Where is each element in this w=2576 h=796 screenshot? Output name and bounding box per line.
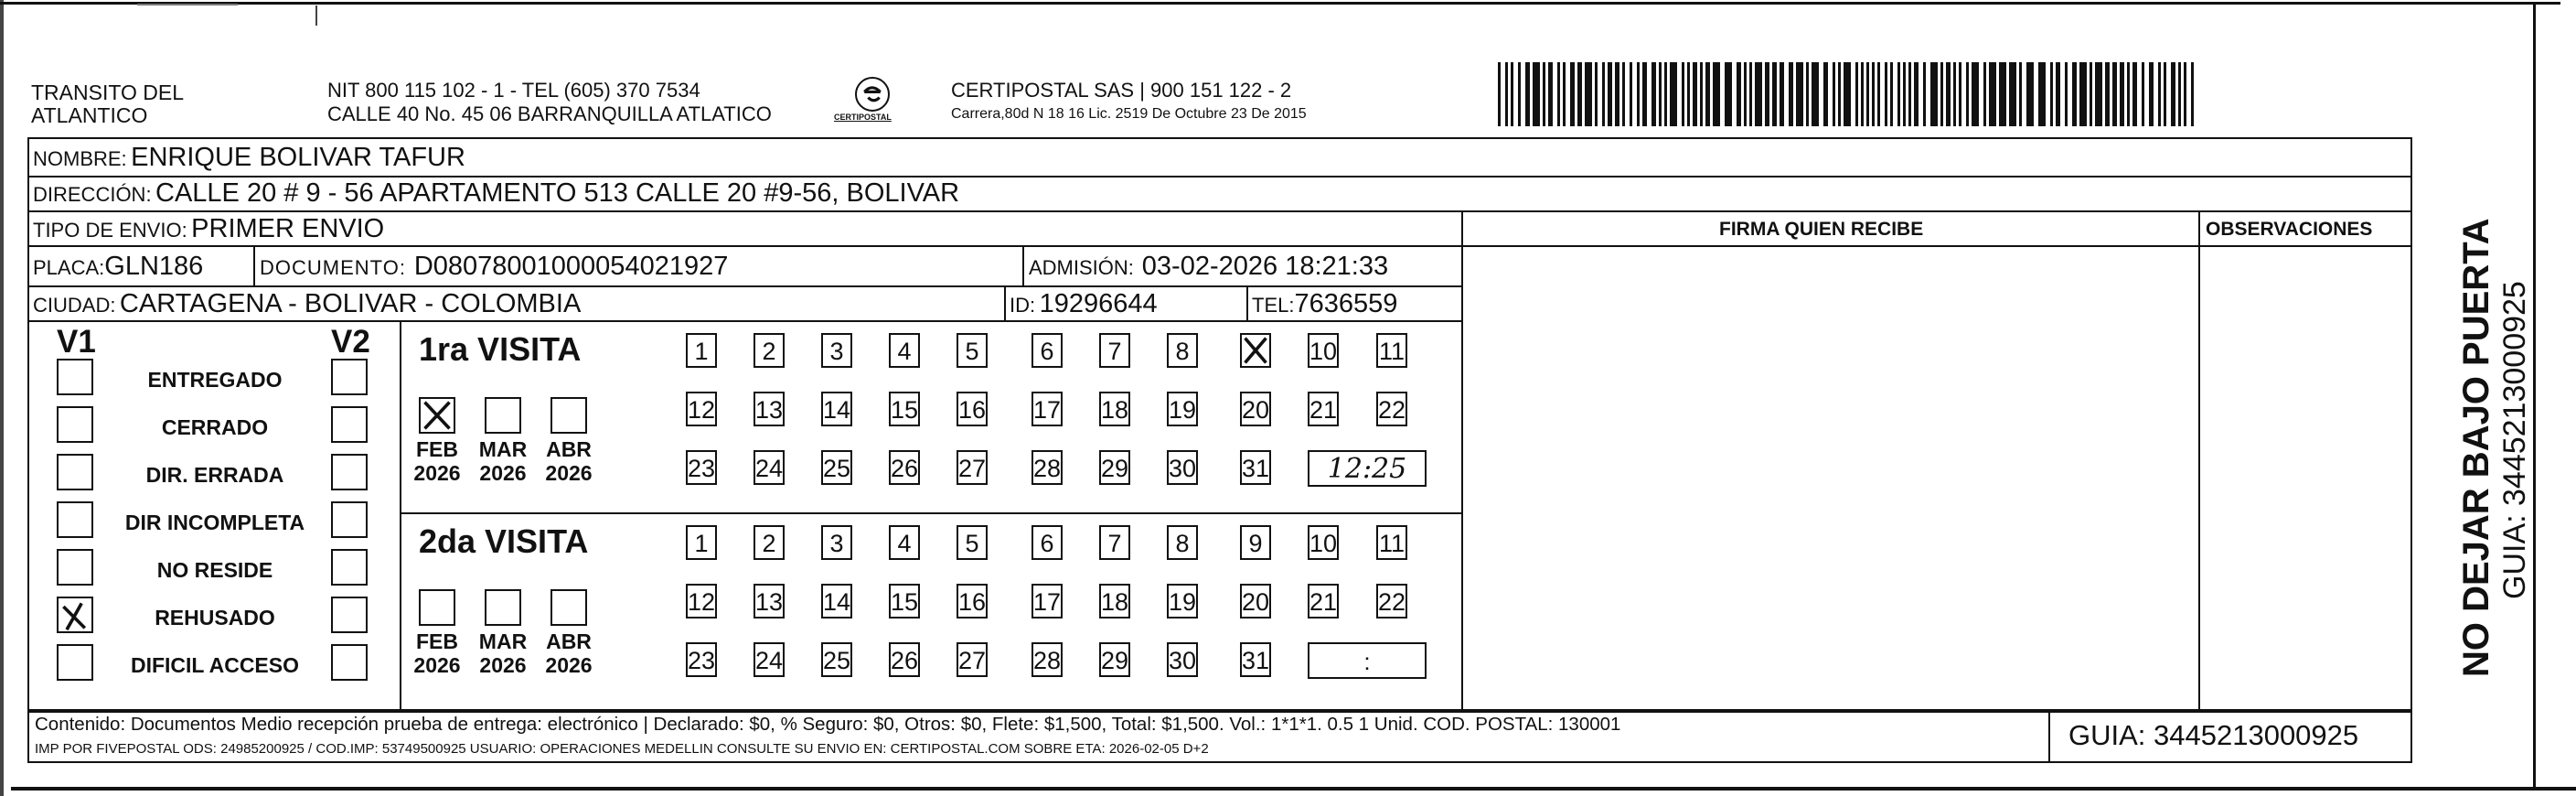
visit2-month-checkbox-feb[interactable] <box>419 589 455 626</box>
admision-field: ADMISIÓN: 03-02-2026 18:21:33 <box>1029 252 1389 281</box>
barcode-bar <box>1602 62 1605 126</box>
barcode-bar <box>1838 62 1841 126</box>
v2-checkbox-4[interactable] <box>331 501 368 538</box>
v2-label: V2 <box>331 324 370 360</box>
barcode-bar <box>1630 62 1632 126</box>
visit2-day-2[interactable]: 2 <box>754 525 785 560</box>
guia-number: GUIA: 3445213000925 <box>2068 719 2359 751</box>
visit1-day-10[interactable]: 10 <box>1308 333 1339 368</box>
visit1-day-24[interactable]: 24 <box>754 450 785 485</box>
visit2-day-18[interactable]: 18 <box>1099 584 1130 619</box>
visit1-month-checkbox-abr[interactable] <box>550 397 587 434</box>
barcode-bar <box>1930 62 1938 126</box>
sender-address: CALLE 40 No. 45 06 BARRANQUILLA ATLATICO <box>327 102 772 125</box>
v1-label: V1 <box>57 324 96 360</box>
barcode-bar <box>1885 62 1887 126</box>
visit2-day-15[interactable]: 15 <box>889 584 920 619</box>
visit2-day-17[interactable]: 17 <box>1031 584 1063 619</box>
visit1-day-18[interactable]: 18 <box>1099 392 1130 426</box>
barcode-bar <box>1637 62 1640 126</box>
barcode-bar <box>1940 62 1943 126</box>
nombre-field: NOMBRE: ENRIQUE BOLIVAR TAFUR <box>33 143 465 172</box>
barcode-bar <box>1844 62 1851 126</box>
certipostal-logo-icon <box>855 77 890 112</box>
visit2-month-checkbox-abr[interactable] <box>550 589 587 626</box>
barcode-bar <box>1608 62 1612 126</box>
tipo-envio-field: TIPO DE ENVIO: PRIMER ENVIO <box>33 214 385 243</box>
visit2-day-3[interactable]: 3 <box>821 525 852 560</box>
visit1-day-8[interactable]: 8 <box>1167 333 1198 368</box>
v1-checkbox-1[interactable] <box>57 359 93 395</box>
visit2-month-label-3: ABR <box>546 629 592 653</box>
barcode-bar <box>1511 62 1513 126</box>
visit2-day-11[interactable]: 11 <box>1376 525 1407 560</box>
barcode-bar <box>1651 62 1656 126</box>
barcode-bar <box>1989 62 1996 126</box>
barcode-bar <box>1749 62 1752 126</box>
barcode-bar <box>1737 62 1741 126</box>
visit1-day-26[interactable]: 26 <box>889 450 920 485</box>
side-guia-text: GUIA: 3445213000925 <box>2497 281 2532 599</box>
barcode-bar <box>1823 62 1828 126</box>
visit1-day-14[interactable]: 14 <box>821 392 852 426</box>
barcode-bar <box>1705 62 1710 126</box>
placa-field: PLACA:GLN186 <box>33 252 204 281</box>
barcode-bar <box>1570 62 1575 126</box>
barcode-bar <box>1903 62 1906 126</box>
sender-name-line1: TRANSITO DEL <box>31 81 184 104</box>
visit1-day-27[interactable]: 27 <box>957 450 988 485</box>
barcode-bar <box>1872 62 1875 126</box>
visit2-day-28[interactable]: 28 <box>1031 642 1063 677</box>
barcode-bar <box>2132 62 2137 126</box>
barcode-bar <box>1789 62 1793 126</box>
documento-field: DOCUMENTO: D08078001000054021927 <box>260 252 729 281</box>
barcode-bar <box>1642 62 1647 126</box>
visit2-day-23[interactable]: 23 <box>686 642 717 677</box>
visit2-day-29[interactable]: 29 <box>1099 642 1130 677</box>
barcode-bar <box>1670 62 1677 126</box>
status-label-5: NO RESIDE <box>156 558 273 582</box>
barcode-bar <box>1855 62 1858 126</box>
visit1-day-6[interactable]: 6 <box>1031 333 1063 368</box>
status-label-3: DIR. ERRADA <box>145 463 284 487</box>
barcode-bar <box>1595 62 1598 126</box>
v2-checkbox-6[interactable] <box>331 597 368 633</box>
barcode-bar <box>1796 62 1803 126</box>
visit2-day-31[interactable]: 31 <box>1240 642 1271 677</box>
barcode-bar <box>1923 62 1926 126</box>
observaciones-label: OBSERVACIONES <box>2206 219 2373 240</box>
courier-name: CERTIPOSTAL SAS | 900 151 122 - 2 <box>951 79 1292 102</box>
visit2-day-21[interactable]: 21 <box>1308 584 1339 619</box>
v1-checkbox-5[interactable] <box>57 549 93 586</box>
barcode-bar <box>1548 62 1553 126</box>
barcode-bar <box>2112 62 2117 126</box>
barcode-bar <box>1946 62 1951 126</box>
visit1-day-16[interactable]: 16 <box>957 392 988 426</box>
barcode-bar <box>1812 62 1819 126</box>
v2-checkbox-3[interactable] <box>331 454 368 490</box>
visit1-month-checkbox-mar[interactable] <box>485 397 521 434</box>
barcode-bar <box>2056 62 2060 126</box>
visit1-day-11[interactable]: 11 <box>1376 333 1407 368</box>
id-field: ID: 19296644 <box>1010 289 1158 318</box>
visit1-day-15[interactable]: 15 <box>889 392 920 426</box>
visit-title-1: 1ra VISITA <box>419 330 582 368</box>
visit1-month-label-1: FEB <box>416 437 458 461</box>
barcode-bar <box>2072 62 2077 126</box>
barcode-bar <box>1833 62 1835 126</box>
barcode-bar <box>2090 62 2092 126</box>
visit2-day-13[interactable]: 13 <box>754 584 785 619</box>
imp-text: IMP POR FIVEPOSTAL ODS: 24985200925 / COD.IMP: 53749500925 USUARIO: OPERACIONES MEDELLIN CONSULTE SU ENVIO EN: CERTIPOSTAL.COM SOBRE ETA: 2026-02-05 D+2 <box>35 741 1209 757</box>
visit2-year-label-3: 2026 <box>545 653 593 677</box>
visit2-day-19[interactable]: 19 <box>1167 584 1198 619</box>
barcode-bar <box>1983 62 1986 126</box>
visit1-day-7[interactable]: 7 <box>1099 333 1130 368</box>
barcode-bar <box>2105 62 2110 126</box>
visit2-day-12[interactable]: 12 <box>686 584 717 619</box>
visit1-time-box[interactable]: 12:25 <box>1308 450 1427 487</box>
visit2-day-22[interactable]: 22 <box>1376 584 1407 619</box>
barcode-bar <box>2171 62 2175 126</box>
visit2-day-30[interactable]: 30 <box>1167 642 1198 677</box>
visit2-day-10[interactable]: 10 <box>1308 525 1339 560</box>
status-label-1: ENTREGADO <box>147 368 283 392</box>
firma-label: FIRMA QUIEN RECIBE <box>1719 219 1924 240</box>
side-guia <box>2499 183 2536 604</box>
visit1-day-28[interactable]: 28 <box>1031 450 1063 485</box>
visit2-day-14[interactable]: 14 <box>821 584 852 619</box>
visit2-day-7[interactable]: 7 <box>1099 525 1130 560</box>
status-label-7: DIFICIL ACCESO <box>130 653 299 677</box>
barcode-bar <box>2050 62 2053 126</box>
visit2-day-24[interactable]: 24 <box>754 642 785 677</box>
visit1-day-31[interactable]: 31 <box>1240 450 1271 485</box>
barcode-bar <box>1693 62 1697 126</box>
barcode-bar <box>1897 62 1900 126</box>
barcode-bar <box>2127 62 2130 126</box>
visit1-day-22[interactable]: 22 <box>1376 392 1407 426</box>
visit1-day-29[interactable]: 29 <box>1099 450 1130 485</box>
visit1-day-19[interactable]: 19 <box>1167 392 1198 426</box>
visit1-day-30[interactable]: 30 <box>1167 450 1198 485</box>
barcode-bar <box>1780 62 1784 126</box>
barcode-bar <box>1877 62 1880 126</box>
barcode-bar <box>1959 62 1961 126</box>
courier-address: Carrera,80d N 18 16 Lic. 2519 De Octubre 23 De 2015 <box>951 106 1307 122</box>
barcode-bar <box>1999 62 2006 126</box>
barcode-bar <box>2164 62 2166 126</box>
visit2-day-4[interactable]: 4 <box>889 525 920 560</box>
observaciones-area[interactable] <box>2200 247 2412 711</box>
visit1-year-label-1: 2026 <box>413 461 461 485</box>
barcode-bar <box>1543 62 1545 126</box>
barcode-bar <box>2120 62 2124 126</box>
barcode-bar <box>1914 62 1919 126</box>
status-label-2: CERRADO <box>161 415 269 439</box>
v2-checkbox-1[interactable] <box>331 359 368 395</box>
visit1-year-label-2: 2026 <box>479 461 527 485</box>
side-notice <box>2458 165 2500 677</box>
barcode-bar <box>2158 62 2161 126</box>
barcode-bar <box>1953 62 1956 126</box>
barcode-bar <box>2009 62 2016 126</box>
visit1-month-label-3: ABR <box>546 437 592 461</box>
visit1-day-4[interactable]: 4 <box>889 333 920 368</box>
barcode-bar <box>1615 62 1619 126</box>
barcode-bar <box>2019 62 2022 126</box>
barcode-bar <box>2079 62 2087 126</box>
visit2-day-20[interactable]: 20 <box>1240 584 1271 619</box>
visit1-day-25[interactable]: 25 <box>821 450 852 485</box>
visit2-day-26[interactable]: 26 <box>889 642 920 677</box>
barcode-bar <box>1765 62 1769 126</box>
barcode-bar <box>1687 62 1690 126</box>
visit2-day-5[interactable]: 5 <box>957 525 988 560</box>
barcode-bar <box>2038 62 2046 126</box>
barcode-bar <box>1908 62 1911 126</box>
visit1-month-checkbox-feb[interactable] <box>419 397 455 434</box>
barcode-bar <box>1557 62 1560 126</box>
visit2-day-25[interactable]: 25 <box>821 642 852 677</box>
visit-title-2: 2da VISITA <box>419 522 589 560</box>
visit1-day-20[interactable]: 20 <box>1240 392 1271 426</box>
barcode-bar <box>1498 62 1501 126</box>
sender-name-line2: ATLANTICO <box>31 103 148 127</box>
contenido-text: Contenido: Documentos Medio recepción prueba de entrega: electrónico | Declarado: $0, % Seguro: $0, Otros: $0, Flete: $1,500, Total: $1,500. Vol.: 1*1*1. 0.5 1 Unid. COD. POSTAL: 130001 <box>35 714 1621 735</box>
barcode-bar <box>1772 62 1777 126</box>
barcode-bar <box>2184 62 2186 126</box>
tel-field: TEL:7636559 <box>1252 289 1398 318</box>
visit2-time-box[interactable]: : <box>1308 642 1427 679</box>
visit2-day-27[interactable]: 27 <box>957 642 988 677</box>
visit1-day-12[interactable]: 12 <box>686 392 717 426</box>
v1-checkbox-7[interactable] <box>57 644 93 681</box>
barcode-bar <box>2178 62 2181 126</box>
visit1-year-label-3: 2026 <box>545 461 593 485</box>
v1-checkbox-6[interactable] <box>57 597 93 633</box>
sender-nit: NIT 800 115 102 - 1 - TEL (605) 370 7534 <box>327 79 700 102</box>
status-label-6: REHUSADO <box>155 606 275 629</box>
visit2-year-label-1: 2026 <box>413 653 461 677</box>
visit1-day-21[interactable]: 21 <box>1308 392 1339 426</box>
barcode-bar <box>1744 62 1747 126</box>
barcode-bar <box>2142 62 2144 126</box>
barcode-bar <box>2095 62 2102 126</box>
visit1-day-5[interactable]: 5 <box>957 333 988 368</box>
visit1-day-23[interactable]: 23 <box>686 450 717 485</box>
barcode-bar <box>1563 62 1566 126</box>
v1-checkbox-3[interactable] <box>57 454 93 490</box>
visit1-day-17[interactable]: 17 <box>1031 392 1063 426</box>
visit1-day-3[interactable]: 3 <box>821 333 852 368</box>
barcode-bar <box>1972 62 1979 126</box>
barcode-bar <box>1622 62 1625 126</box>
no-dejar-text: NO DEJAR BAJO PUERTA <box>2456 218 2496 677</box>
barcode-bar <box>1518 62 1521 126</box>
barcode-bar <box>2065 62 2068 126</box>
barcode-bar <box>1890 62 1893 126</box>
barcode-bar <box>1966 62 1969 126</box>
firma-area[interactable] <box>1463 247 2198 711</box>
visit1-day-13[interactable]: 13 <box>754 392 785 426</box>
barcode-bar <box>1659 62 1662 126</box>
barcode-bar <box>2149 62 2154 126</box>
barcode-bar <box>1525 62 1530 126</box>
barcode-bar <box>1577 62 1582 126</box>
barcode-bar <box>1725 62 1732 126</box>
visit2-month-label-1: FEB <box>416 629 458 653</box>
barcode-bar <box>1861 62 1864 126</box>
visit2-day-9[interactable]: 9 <box>1240 525 1271 560</box>
barcode-bar <box>1585 62 1592 126</box>
ciudad-field: CIUDAD: CARTAGENA - BOLIVAR - COLOMBIA <box>33 289 582 318</box>
visit2-day-8[interactable]: 8 <box>1167 525 1198 560</box>
barcode-bar <box>1755 62 1762 126</box>
visit2-day-6[interactable]: 6 <box>1031 525 1063 560</box>
direccion-field: DIRECCIÓN: CALLE 20 # 9 - 56 APARTAMENTO 513 CALLE 20 #9-56, BOLIVAR <box>33 178 960 208</box>
visit1-day-1[interactable]: 1 <box>686 333 717 368</box>
visit2-day-1[interactable]: 1 <box>686 525 717 560</box>
barcode-bar <box>1866 62 1869 126</box>
barcode-bar <box>1806 62 1809 126</box>
status-label-4: DIR INCOMPLETA <box>124 511 305 534</box>
v1-checkbox-4[interactable] <box>57 501 93 538</box>
visit1-month-label-2: MAR <box>478 437 528 461</box>
barcode-bar <box>1505 62 1508 126</box>
certipostal-logo-text: CERTIPOSTAL <box>834 113 892 122</box>
barcode-icon <box>1498 62 2202 128</box>
v2-checkbox-7[interactable] <box>331 644 368 681</box>
v1-checkbox-2[interactable] <box>57 406 93 443</box>
v2-checkbox-5[interactable] <box>331 549 368 586</box>
barcode-bar <box>1533 62 1540 126</box>
barcode-bar <box>1682 62 1684 126</box>
barcode-bar <box>1713 62 1720 126</box>
visit2-month-checkbox-mar[interactable] <box>485 589 521 626</box>
visit1-day-2[interactable]: 2 <box>754 333 785 368</box>
visit1-day-9[interactable] <box>1240 333 1271 368</box>
visit2-day-16[interactable]: 16 <box>957 584 988 619</box>
barcode-bar <box>1664 62 1667 126</box>
visit2-month-label-2: MAR <box>478 629 528 653</box>
barcode-bar <box>2191 62 2194 126</box>
barcode-bar <box>1700 62 1703 126</box>
v2-checkbox-2[interactable] <box>331 406 368 443</box>
visit2-year-label-2: 2026 <box>479 653 527 677</box>
barcode-bar <box>2026 62 2034 126</box>
